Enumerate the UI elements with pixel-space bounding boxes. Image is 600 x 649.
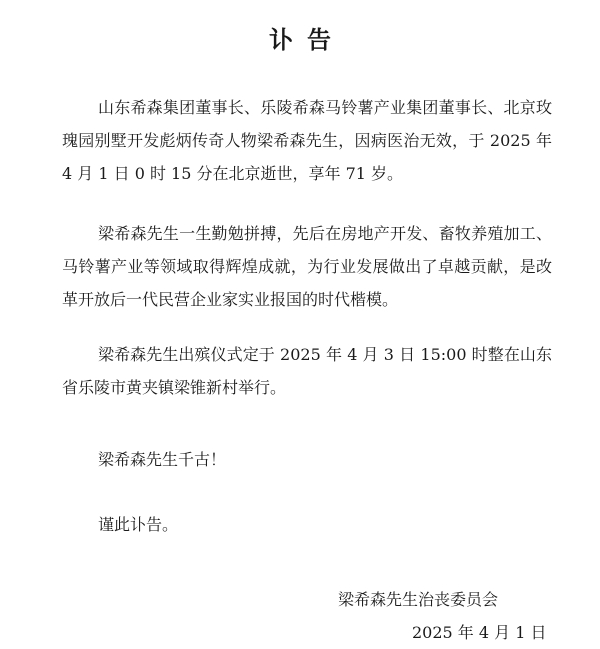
paragraph-closing: 谨此讣告。 [98, 515, 179, 534]
signature-date: 2025 年 4 月 1 日 [412, 623, 547, 642]
paragraph-funeral-arrangement: 梁希森先生出殡仪式定于 2025 年 4 月 3 日 15:00 时整在山东省乐陵市黄夹镇梁锥新村举行。 [62, 345, 552, 397]
signature-committee: 梁希森先生治丧委员会 [338, 590, 499, 609]
paragraph-achievements: 梁希森先生一生勤勉拼搏，先后在房地产开发、畜牧养殖加工、马铃薯产业等领域取得辉煌成就，为行业发展做出了卓越贡献，是改革开放后一代民营企业家实业报国的时代楷模。 [62, 224, 552, 309]
paragraph-tribute: 梁希森先生千古！ [98, 450, 227, 469]
page-title: 讣告 [269, 25, 345, 54]
paragraph-announcement: 山东希森集团董事长、乐陵希森马铃薯产业集团董事长、北京玫瑰园别墅开发彪炳传奇人物梁希森先生，因病医治无效，于 2025 年 4 月 1 日 0 时 15 分在北京逝世，享年 71 岁。 [62, 98, 552, 183]
